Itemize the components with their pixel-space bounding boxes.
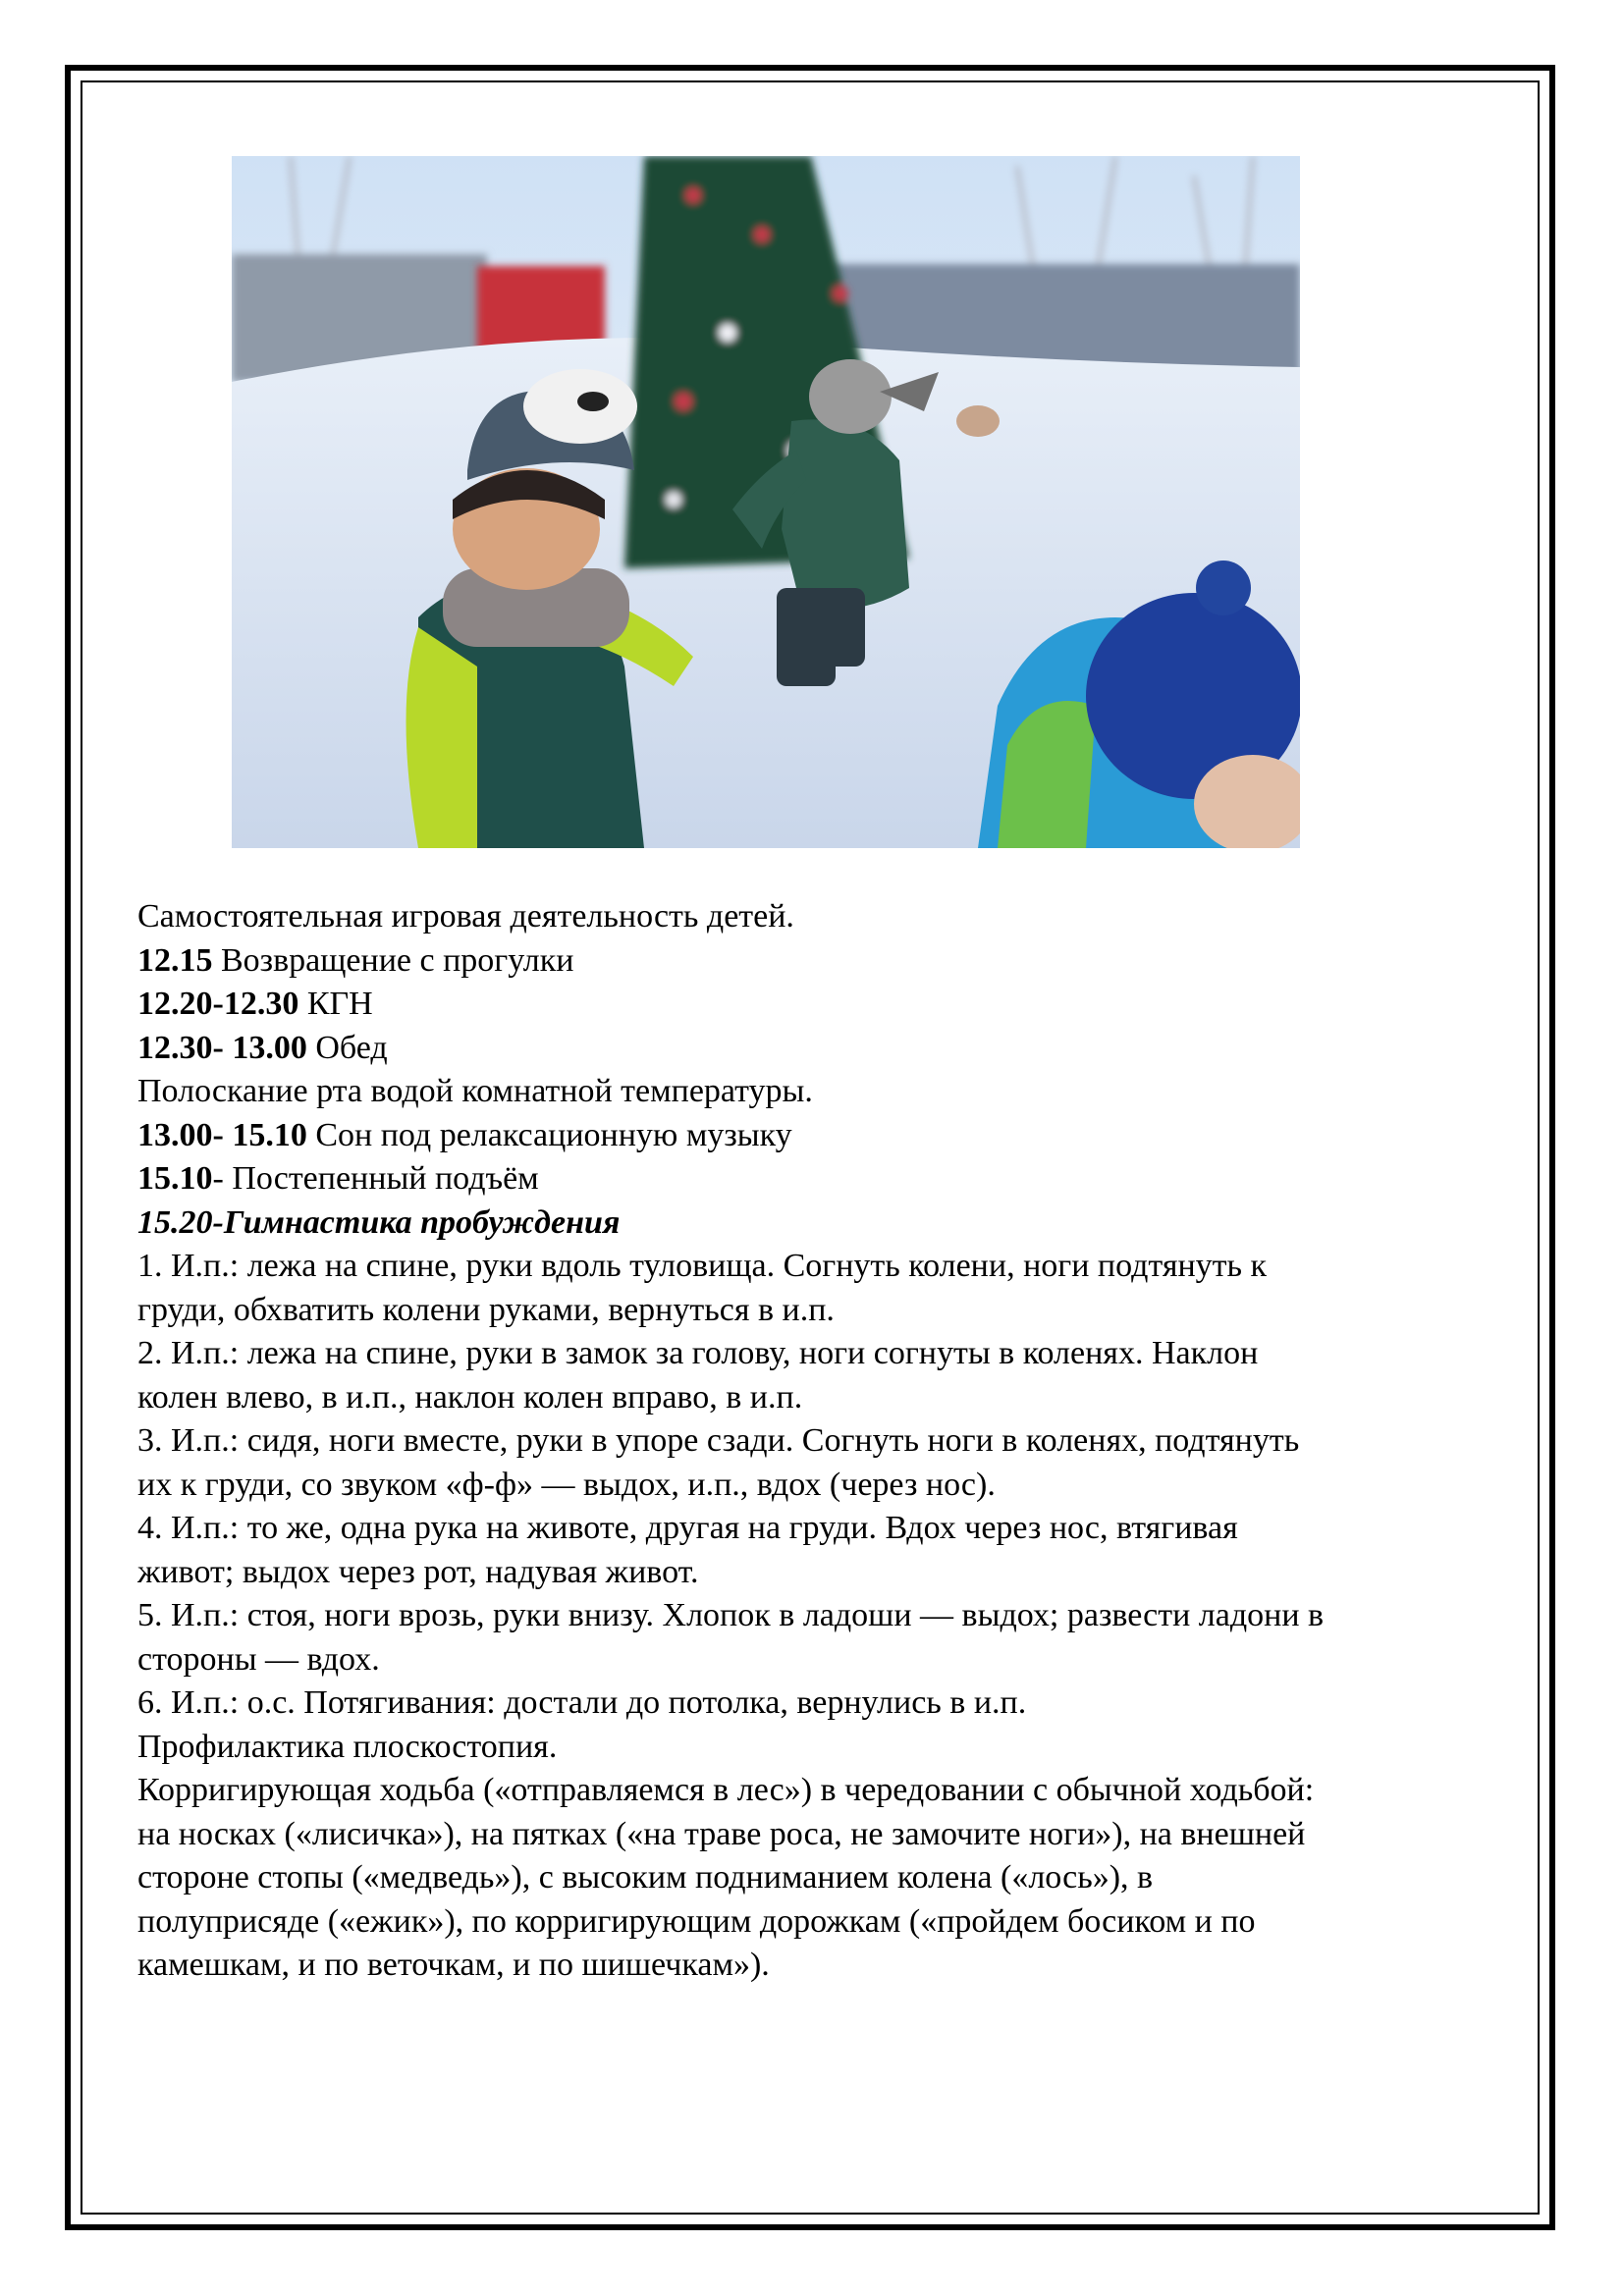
schedule-item [137, 939, 1512, 984]
gymnastics-line: стороны — вдох. [137, 1640, 380, 1678]
prevention-line: стороне стопы («медведь»), с высоким подниманием колена («лось»), в [137, 1859, 1154, 1896]
schedule-time: 15.10 [137, 1160, 213, 1197]
schedule-item [137, 983, 1512, 1027]
schedule-item [137, 1157, 1512, 1201]
prevention-line: Корригирующая ходьба («отправляемся в лес») в чередовании с обычной ходьбой: [137, 1772, 1315, 1808]
schedule-activity: Сон под релаксационную музыку [306, 1116, 792, 1153]
gymnastics-line: груди, обхватить колени руками, вернуться в и.п. [137, 1291, 835, 1328]
schedule-time: 12.30- 13.00 [137, 1029, 307, 1066]
schedule-activity: - Постепенный подъём [212, 1160, 539, 1197]
schedule-activity: Обед [306, 1029, 388, 1066]
gymnastics-line: живот; выдох через рот, надувая живот. [137, 1553, 699, 1590]
schedule-rinse: Полоскание рта водой комнатной температуры. [137, 1073, 813, 1109]
gymnastics-line: 3. И.п.: сидя, ноги вместе, руки в упоре сзади. Согнуть ноги в коленях, подтянуть [137, 1422, 1300, 1459]
gymnastics-line: 5. И.п.: стоя, ноги врозь, руки внизу. Хлопок в ладоши — выдох; развести ладони в [137, 1597, 1325, 1633]
prevention-line: полуприсяде («ежик»), по корригирующим дорожкам («пройдем босиком и по [137, 1902, 1256, 1940]
children-playing-in-snow-photo [232, 156, 1300, 848]
gymnastics-heading: 15.20-Гимнастика пробуждения [137, 1203, 621, 1241]
gymnastics-line: их к груди, со звуком «ф-ф» — выдох, и.п., вдох (через нос). [137, 1466, 996, 1503]
photo-illustration [232, 156, 1300, 848]
gymnastics-line: 4. И.п.: то же, одна рука на животе, другая на груди. Вдох через нос, втягивая [137, 1510, 1238, 1546]
schedule-activity: Возвращение с прогулки [212, 941, 574, 979]
schedule-activity: КГН [298, 986, 373, 1022]
schedule-time: 13.00- 15.10 [137, 1116, 307, 1153]
prevention-line: на носках («лисичка»), на пятках («на траве роса, не замочите ноги»), на внешней [137, 1815, 1306, 1852]
schedule-time: 12.15 [137, 941, 213, 979]
schedule-time: 12.20-12.30 [137, 986, 299, 1022]
schedule-item [137, 1027, 1512, 1071]
schedule-text [137, 895, 1512, 1988]
gymnastics-line: 1. И.п.: лежа на спине, руки вдоль туловища. Согнуть колени, ноги подтянуть к [137, 1248, 1268, 1284]
gymnastics-line: колен влево, в и.п., наклон колен вправо, в и.п. [137, 1378, 803, 1415]
prevention-line: камешкам, и по веточкам, и по шишечкам»). [137, 1947, 770, 1983]
schedule-intro: Самостоятельная игровая деятельность детей. [137, 898, 794, 934]
prevention-title: Профилактика плоскостопия. [137, 1728, 558, 1765]
gymnastics-line: 6. И.п.: о.с. Потягивания: достали до потолка, вернулись в и.п. [137, 1684, 1027, 1721]
schedule-item [137, 1114, 1512, 1158]
gymnastics-line: 2. И.п.: лежа на спине, руки в замок за голову, ноги согнуты в коленях. Наклон [137, 1335, 1259, 1371]
